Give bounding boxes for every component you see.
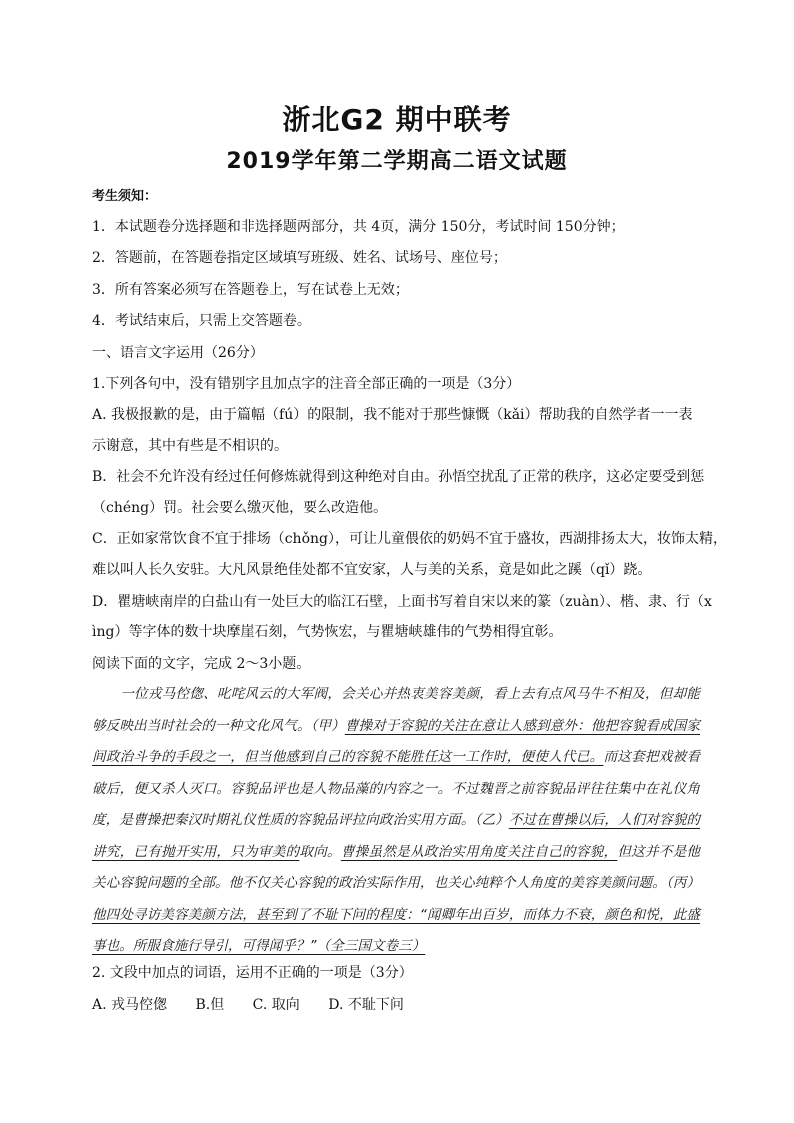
q1-option-b-line2: （chéng）罚。社会要么缴灭他，要么改造他。 bbox=[92, 500, 388, 516]
passage-text: 取向。 bbox=[299, 843, 341, 860]
passage-text: 但这并不是他关心容貌问题的全部。他不仅关心容貌的政治实际作用，也关心纯粹个人角度的美容美颜问题。（丙） bbox=[92, 843, 701, 891]
notice-item: 4．考试结束后，只需上交答题卷。 bbox=[92, 313, 311, 329]
passage-text: 而这套把戏被看破后，便又杀人灭口。容貌品评也是人物品藻的内容之一。不过魏晋之前容貌品评往往集中在礼仪角度，是曹操把秦汉时期礼仪性质的容貌品评拉向政治实用方面。（乙） bbox=[92, 749, 701, 828]
passage-text: 一位戎马倥偬、叱咤风云的大军阀，会关心并热衷美容美颜，看上去有点风马牛不相及，但却能够反映出当时社会的一种文化风气。（甲） bbox=[92, 686, 700, 734]
q1-option-c-line2: 难以叫人长久安驻。大凡风景绝佳处都不宜安家，人与美的关系，竟是如此之蹊（qǐ）跷。 bbox=[92, 562, 652, 578]
exam-title: 浙北G2 期中联考 bbox=[282, 103, 512, 136]
q2-option-b: B.但 bbox=[195, 997, 225, 1013]
q1-option-a-line2: 示谢意，其中有些是不相识的。 bbox=[92, 438, 288, 454]
reading-passage bbox=[92, 679, 700, 963]
q1-option-d-line1: D．瞿塘峡南岸的白盐山有一处巨大的临江石壁，上面书写着自宋以来的篆（zuàn）、楷、隶、行（x bbox=[92, 594, 712, 610]
question-2-stem: 2. 文段中加点的词语，运用不正确的一项是（3分） bbox=[92, 965, 413, 981]
q2-option-d: D. 不耻下问 bbox=[328, 997, 404, 1013]
exam-subtitle: 2019学年第二学期高二语文试题 bbox=[226, 149, 568, 174]
passage-underlined-text: 他四处寻访美容美颜方法，甚至到了不耻下问的程度：“闻卿年出百岁，而体力不衰，颜色和悦，此盛事也。所服食施行导引，可得闻乎？”（全三国文卷三） bbox=[92, 906, 700, 954]
question-1-stem: 1.下列各句中，没有错别字且加点字的注音全部正确的一项是（3分） bbox=[92, 376, 521, 392]
q2-option-c: C. 取向 bbox=[252, 997, 300, 1013]
q2-option-a: A. 戎马倥偬 bbox=[92, 997, 168, 1013]
notice-item: 3．所有答案必须写在答题卷上，写在试卷上无效； bbox=[92, 282, 409, 298]
question-2-options bbox=[92, 995, 428, 1015]
reading-intro: 阅读下面的文字，完成 2～3小题。 bbox=[92, 656, 311, 672]
q1-option-d-line2: ìng）等字体的数十块摩崖石刻，气势恢宏，与瞿塘峡雄伟的气势相得宜彰。 bbox=[92, 624, 563, 640]
q1-option-b-line1: B．社会不允许没有经过任何修炼就得到这种绝对自由。孙悟空扰乱了正常的秩序，这必定要受到惩 bbox=[92, 469, 705, 485]
notice-item: 1．本试题卷分选择题和非选择题两部分，共 4页，满分 150分，考试时间 150分钟； bbox=[92, 219, 625, 235]
q1-option-a-line1: A. 我极报歉的是，由于篇幅（fú）的限制，我不能对于那些慷慨（kǎi）帮助我的自然学者一一表 bbox=[92, 407, 693, 423]
passage-underlined-text: 曹操虽然是从政治实用角度关注自己的容貌， bbox=[340, 843, 618, 860]
notice-item: 2．答题前，在答题卷指定区域填写班级、姓名、试场号、座位号； bbox=[92, 250, 507, 266]
passage-underlined-text: 不过在曹操以后，人们对容貌的讲究，已有抛开实用，只为审美的 bbox=[92, 812, 701, 860]
passage-underlined-text: 曹操对于容貌的关注在意让人感到意外：他把容貌看成国家间政治斗争的手段之一，但当他感到自己的容貌不能胜任这一工作时，便使人代已。 bbox=[92, 717, 700, 765]
notice-heading: 考生须知： bbox=[92, 189, 158, 204]
q1-option-c-line1: C．正如家常饮食不宜于排场（chǒng），可让儿童偎依的奶妈不宜于盛妆，西湖排扬太大，妆饰太精， bbox=[92, 531, 727, 547]
section-heading: 一、语言文字运用（26分） bbox=[92, 345, 264, 361]
